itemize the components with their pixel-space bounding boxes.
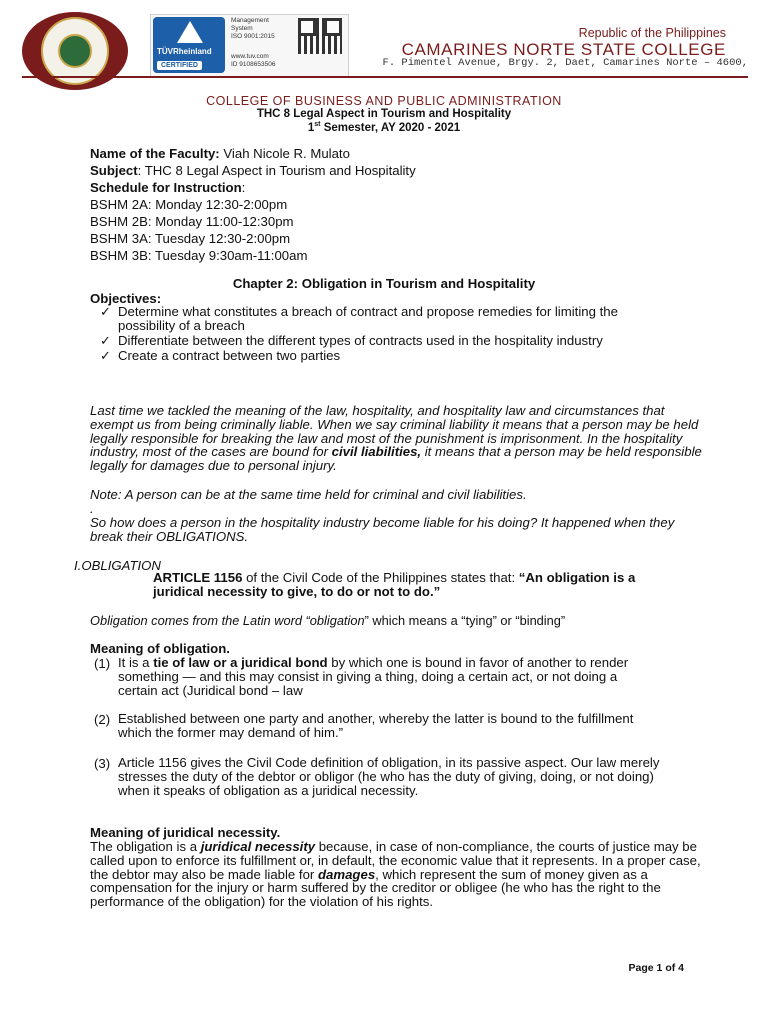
intro-note: Note: A person can be at the same time held for criminal and civil liabilities. — [90, 487, 527, 502]
meaning-item-3: Article 1156 gives the Civil Code definition of obligation, in its passive aspect. Our law merely stresses the duty of the debtor or obligor (he who has the duty of giving, doing, or not doing) when it speaks of obligation as a juridical necessity. — [118, 755, 660, 798]
objectives-list — [118, 305, 678, 364]
qr-code-icon — [298, 18, 342, 54]
objectives-label: Objectives: — [90, 291, 162, 306]
schedule-item: BSHM 3A: Tuesday 12:30-2:00pm — [90, 231, 291, 246]
college-name: CAMARINES NORTE STATE COLLEGE — [401, 40, 726, 59]
header-divider — [22, 76, 748, 78]
latin-origin: Obligation comes from the Latin word “obligation” which means a “tying” or “binding” — [90, 613, 566, 628]
schedule-label: Schedule for Instruction: — [90, 180, 246, 195]
cert-text: Management System ISO 9001:2015 — [231, 17, 275, 40]
course-title: THC 8 Legal Aspect in Tourism and Hospitality — [256, 108, 512, 120]
objective-item: ✓ Create a contract between two parties — [118, 349, 678, 363]
cert-id-text: www.tuv.com ID 9108653506 — [231, 53, 276, 68]
schedule-item: BSHM 3B: Tuesday 9:30am-11:00am — [90, 248, 308, 263]
faculty-name-line: Name of the Faculty: Viah Nicole R. Mulato — [90, 146, 350, 161]
intro-paragraph: Last time we tackled the meaning of the law, hospitality, and hospitality law and circumstances that exempt us from being criminally liable. When we say criminal liability it means that a person may be held legally responsible for breaking the law and most of the punishment is imprisonment. In the hospitality industry, most of the cases are bound for civil liabilities, it means that a person may be held responsible legally for damages due to personal injury. — [90, 403, 702, 474]
meaning-item-2: Established between one party and another, whereby the latter is bound to the fulfillment which the former may demand of him.” — [118, 711, 634, 740]
obligation-heading: I.OBLIGATION — [74, 558, 161, 573]
intro-dot: . — [90, 501, 94, 516]
juridical-necessity-label: Meaning of juridical necessity. — [90, 825, 281, 840]
schedule-item: BSHM 2B: Monday 11:00-12:30pm — [90, 214, 294, 229]
college-address: F. Pimentel Avenue, Brgy. 2, Daet, Camarines Norte – 4600, — [382, 57, 748, 69]
semester-title: 1st Semester, AY 2020 - 2021 — [307, 121, 461, 134]
article-statement: ARTICLE 1156 of the Civil Code of the Philippines states that: “An obligation is a juridical necessity to give, to do or not to do.” — [153, 570, 636, 599]
college-seal-logo — [22, 12, 128, 90]
item-number: (3) — [94, 756, 111, 771]
objective-item: ✓ Determine what constitutes a breach of contract and propose remedies for limiting the possibility of a breach — [118, 305, 678, 333]
meaning-obligation-label: Meaning of obligation. — [90, 641, 230, 656]
meaning-item-1: It is a tie of law or a juridical bond by which one is bound in favor of another to render something — and this may consist in giving a thing, doing a certain act, or not doing a certain act (Juridical bond – law — [118, 655, 629, 698]
tuv-logo-icon: TÜVRheinland CERTIFIED — [153, 17, 225, 73]
department-title: COLLEGE OF BUSINESS AND PUBLIC ADMINISTRATION — [206, 94, 562, 108]
item-number: (1) — [94, 656, 111, 671]
republic-label: Republic of the Philippines — [578, 26, 726, 40]
chapter-title: Chapter 2: Obligation in Tourism and Hospitality — [232, 276, 536, 291]
objective-item: ✓ Differentiate between the different types of contracts used in the hospitality industry — [118, 334, 678, 348]
iso-certification-badge — [150, 14, 349, 78]
subject-line: Subject: THC 8 Legal Aspect in Tourism and Hospitality — [90, 163, 416, 178]
intro-question: So how does a person in the hospitality industry become liable for his doing? It happened when they break their OBLIGATIONS. — [90, 515, 675, 544]
item-number: (2) — [94, 712, 111, 727]
juridical-necessity-paragraph: The obligation is a juridical necessity because, in case of non-compliance, the courts of justice may be called upon to enforce its fulfillment or, in default, the economic value that it represents. In a proper case, the debtor may also be made liable for damages, which represent the sum of money given as a compensation for the injury or harm suffered by the creditor or obligee (he who has the right to the performance of the obligation) for the violation of his rights. — [90, 839, 701, 910]
page-number: Page 1 of 4 — [628, 962, 684, 974]
schedule-item: BSHM 2A: Monday 12:30-2:00pm — [90, 197, 288, 212]
